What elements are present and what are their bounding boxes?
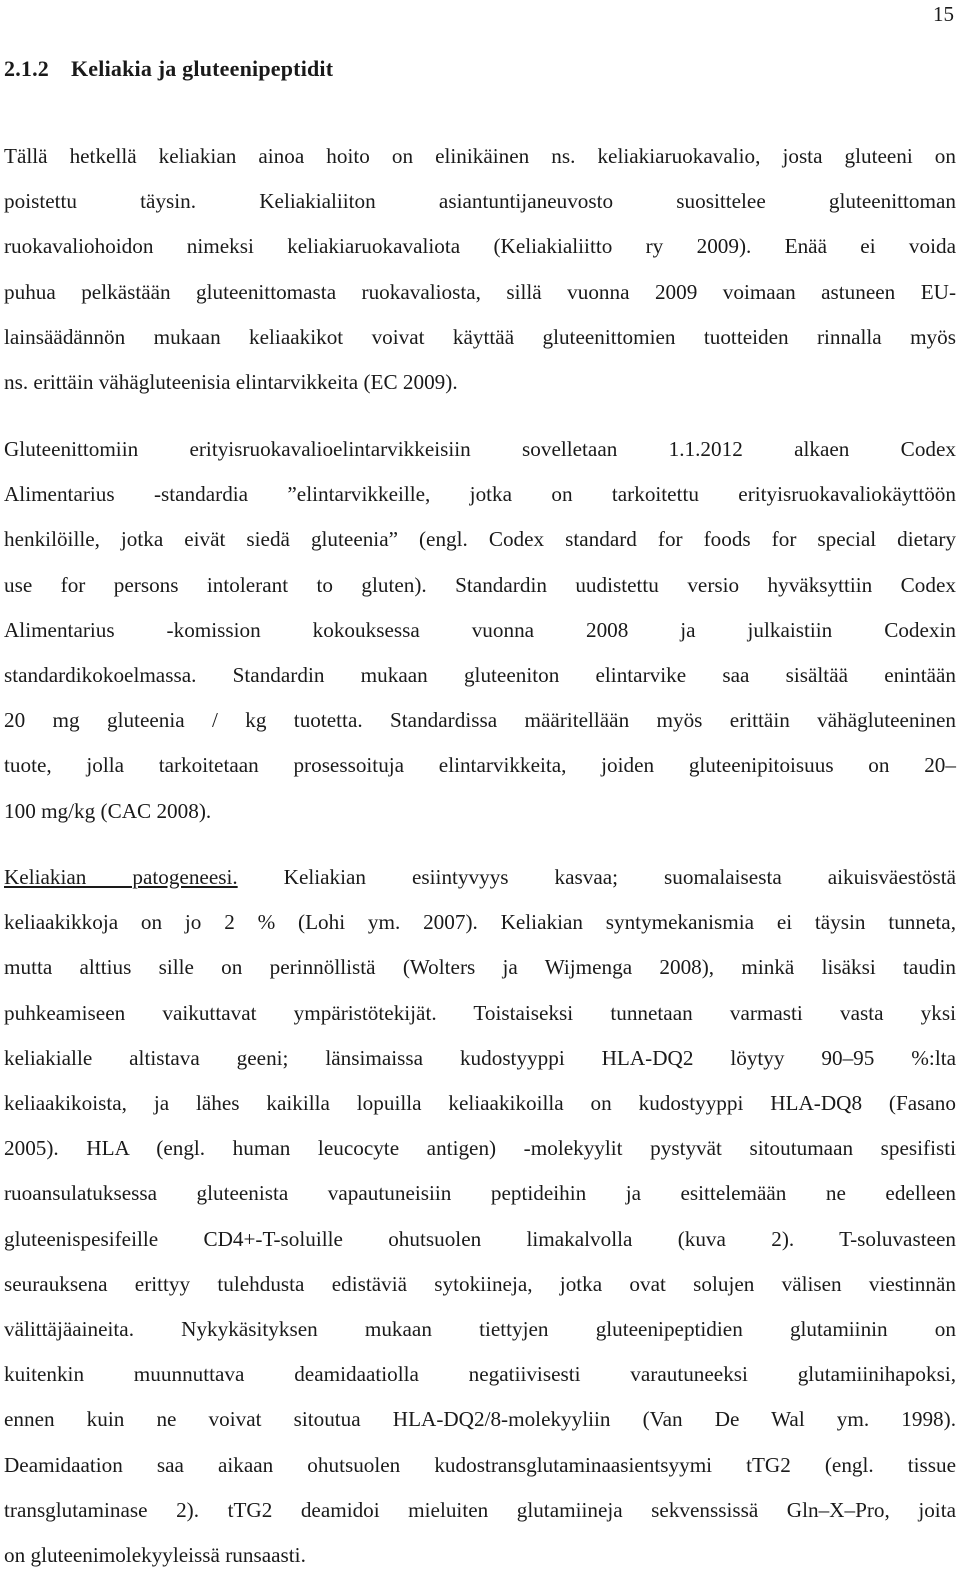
text-line: Alimentarius -standardia ”elintarvikkeille, jotka on tarkoitettu erityisruokavaliokäyttöön [4,482,956,507]
section-number: 2.1.2 [4,56,49,81]
text-line: Tällä hetkellä keliakian ainoa hoito on elinikäinen ns. keliakiaruokavalio, josta gluteeni on [4,144,956,168]
text-line: use for persons intolerant to gluten). Standardin uudistettu versio hyväksyttiin Codex [4,572,956,597]
text-line [4,855,956,900]
text-line: seurauksena erittyy tulehdusta edistäviä sytokiineja, jotka ovat solujen välisen viestinnän [4,1271,956,1296]
text-line: keliaakikoista, ja lähes kaikilla lopuilla keliaakikoilla on kudostyyppi HLA-DQ8 (Fasano [4,1091,956,1116]
text-line: on gluteenimolekyyleissä runsaasti. [4,1543,306,1568]
text-line: 20 mg gluteenia / kg tuotetta. Standardissa määritellään myös erittäin vähägluteeninen [4,708,956,733]
text-line: ennen kuin ne voivat sitoutua HLA-DQ2/8-molekyyliin (Van De Wal ym. 1998). [4,1407,956,1432]
text-line: tuote, jolla tarkoitetaan prosessoituja elintarvikkeita, joiden gluteenipitoisuus on 20– [4,753,956,778]
text-line: keliaakikkoja on jo 2 % (Lohi ym. 2007). Keliakian syntymekanismia ei täysin tunneta, [4,910,956,935]
text-line: lainsäädännön mukaan keliaakikot voivat käyttää gluteenittomien tuotteiden rinnalla myös [4,324,956,349]
text-line: ns. erittäin vähägluteenisia elintarvikkeita (EC 2009). [4,370,458,395]
text-line: välittäjäaineita. Nykykäsityksen mukaan tiettyjen gluteenipeptidien glutamiinin on [4,1317,956,1342]
text-line: keliakialle altistava geeni; länsimaissa kudostyyppi HLA-DQ2 löytyy 90–95 %:lta [4,1045,956,1070]
text-line: poistettu täysin. Keliakialiiton asiantuntijaneuvosto suosittelee gluteenittoman [4,189,956,214]
text-line: puhkeamiseen vaikuttavat ympäristötekijät. Toistaiseksi tunnetaan varmasti vasta yksi [4,1000,956,1025]
text-line: puhua pelkästään gluteenittomasta ruokavaliosta, sillä vuonna 2009 voimaan astuneen EU- [4,279,956,304]
section-heading [4,56,333,82]
text-line: ruoansulatuksessa gluteenista vapautuneisiin peptideihin ja esittelemään ne edelleen [4,1181,956,1206]
text-line: mutta alttius sille on perinnöllistä (Wolters ja Wijmenga 2008), minkä lisäksi taudin [4,955,956,980]
text-line: henkilöille, jotka eivät siedä gluteenia” (engl. Codex standard for foods for special dietary [4,527,956,552]
section-title: Keliakia ja gluteenipeptidit [71,56,334,81]
text-line: 2005). HLA (engl. human leucocyte antigen) -molekyylit pystyvät sitoutumaan spesifisti [4,1136,956,1161]
text-segment: Keliakian esiintyvyys kasvaa; suomalaisesta aikuisväestöstä [237,865,957,889]
text-line: 100 mg/kg (CAC 2008). [4,798,212,823]
paragraph-3 [4,855,956,1578]
paragraph-2 [4,427,956,834]
text-line: transglutaminase 2). tTG2 deamidoi mieluiten glutamiineja sekvenssissä Gln–X–Pro, joita [4,1497,956,1522]
text-line: Alimentarius -komission kokouksessa vuonna 2008 ja julkaistiin Codexin [4,617,956,642]
text-line: gluteenispesifeille CD4+-T-soluille ohutsuolen limakalvolla (kuva 2). T-soluvasteen [4,1226,956,1251]
text-line: ruokavaliohoidon nimeksi keliakiaruokavaliota (Keliakialiitto ry 2009). Enää ei voida [4,234,956,259]
text-line: Gluteenittomiin erityisruokavalioelintarvikkeisiin sovelletaan 1.1.2012 alkaen Codex [4,437,956,461]
page-number: 15 [933,2,954,26]
text-line: kuitenkin muunnuttava deamidaatiolla negatiivisesti varautuneeksi glutamiinihapoksi, [4,1362,956,1387]
text-line: standardikokoelmassa. Standardin mukaan gluteeniton elintarvike saa sisältää enintään [4,663,956,688]
paragraph-1 [4,134,956,405]
paragraph-lead: Keliakian patogeneesi. [4,865,238,889]
text-line: Deamidaation saa aikaan ohutsuolen kudostransglutaminaasientsyymi tTG2 (engl. tissue [4,1452,956,1477]
